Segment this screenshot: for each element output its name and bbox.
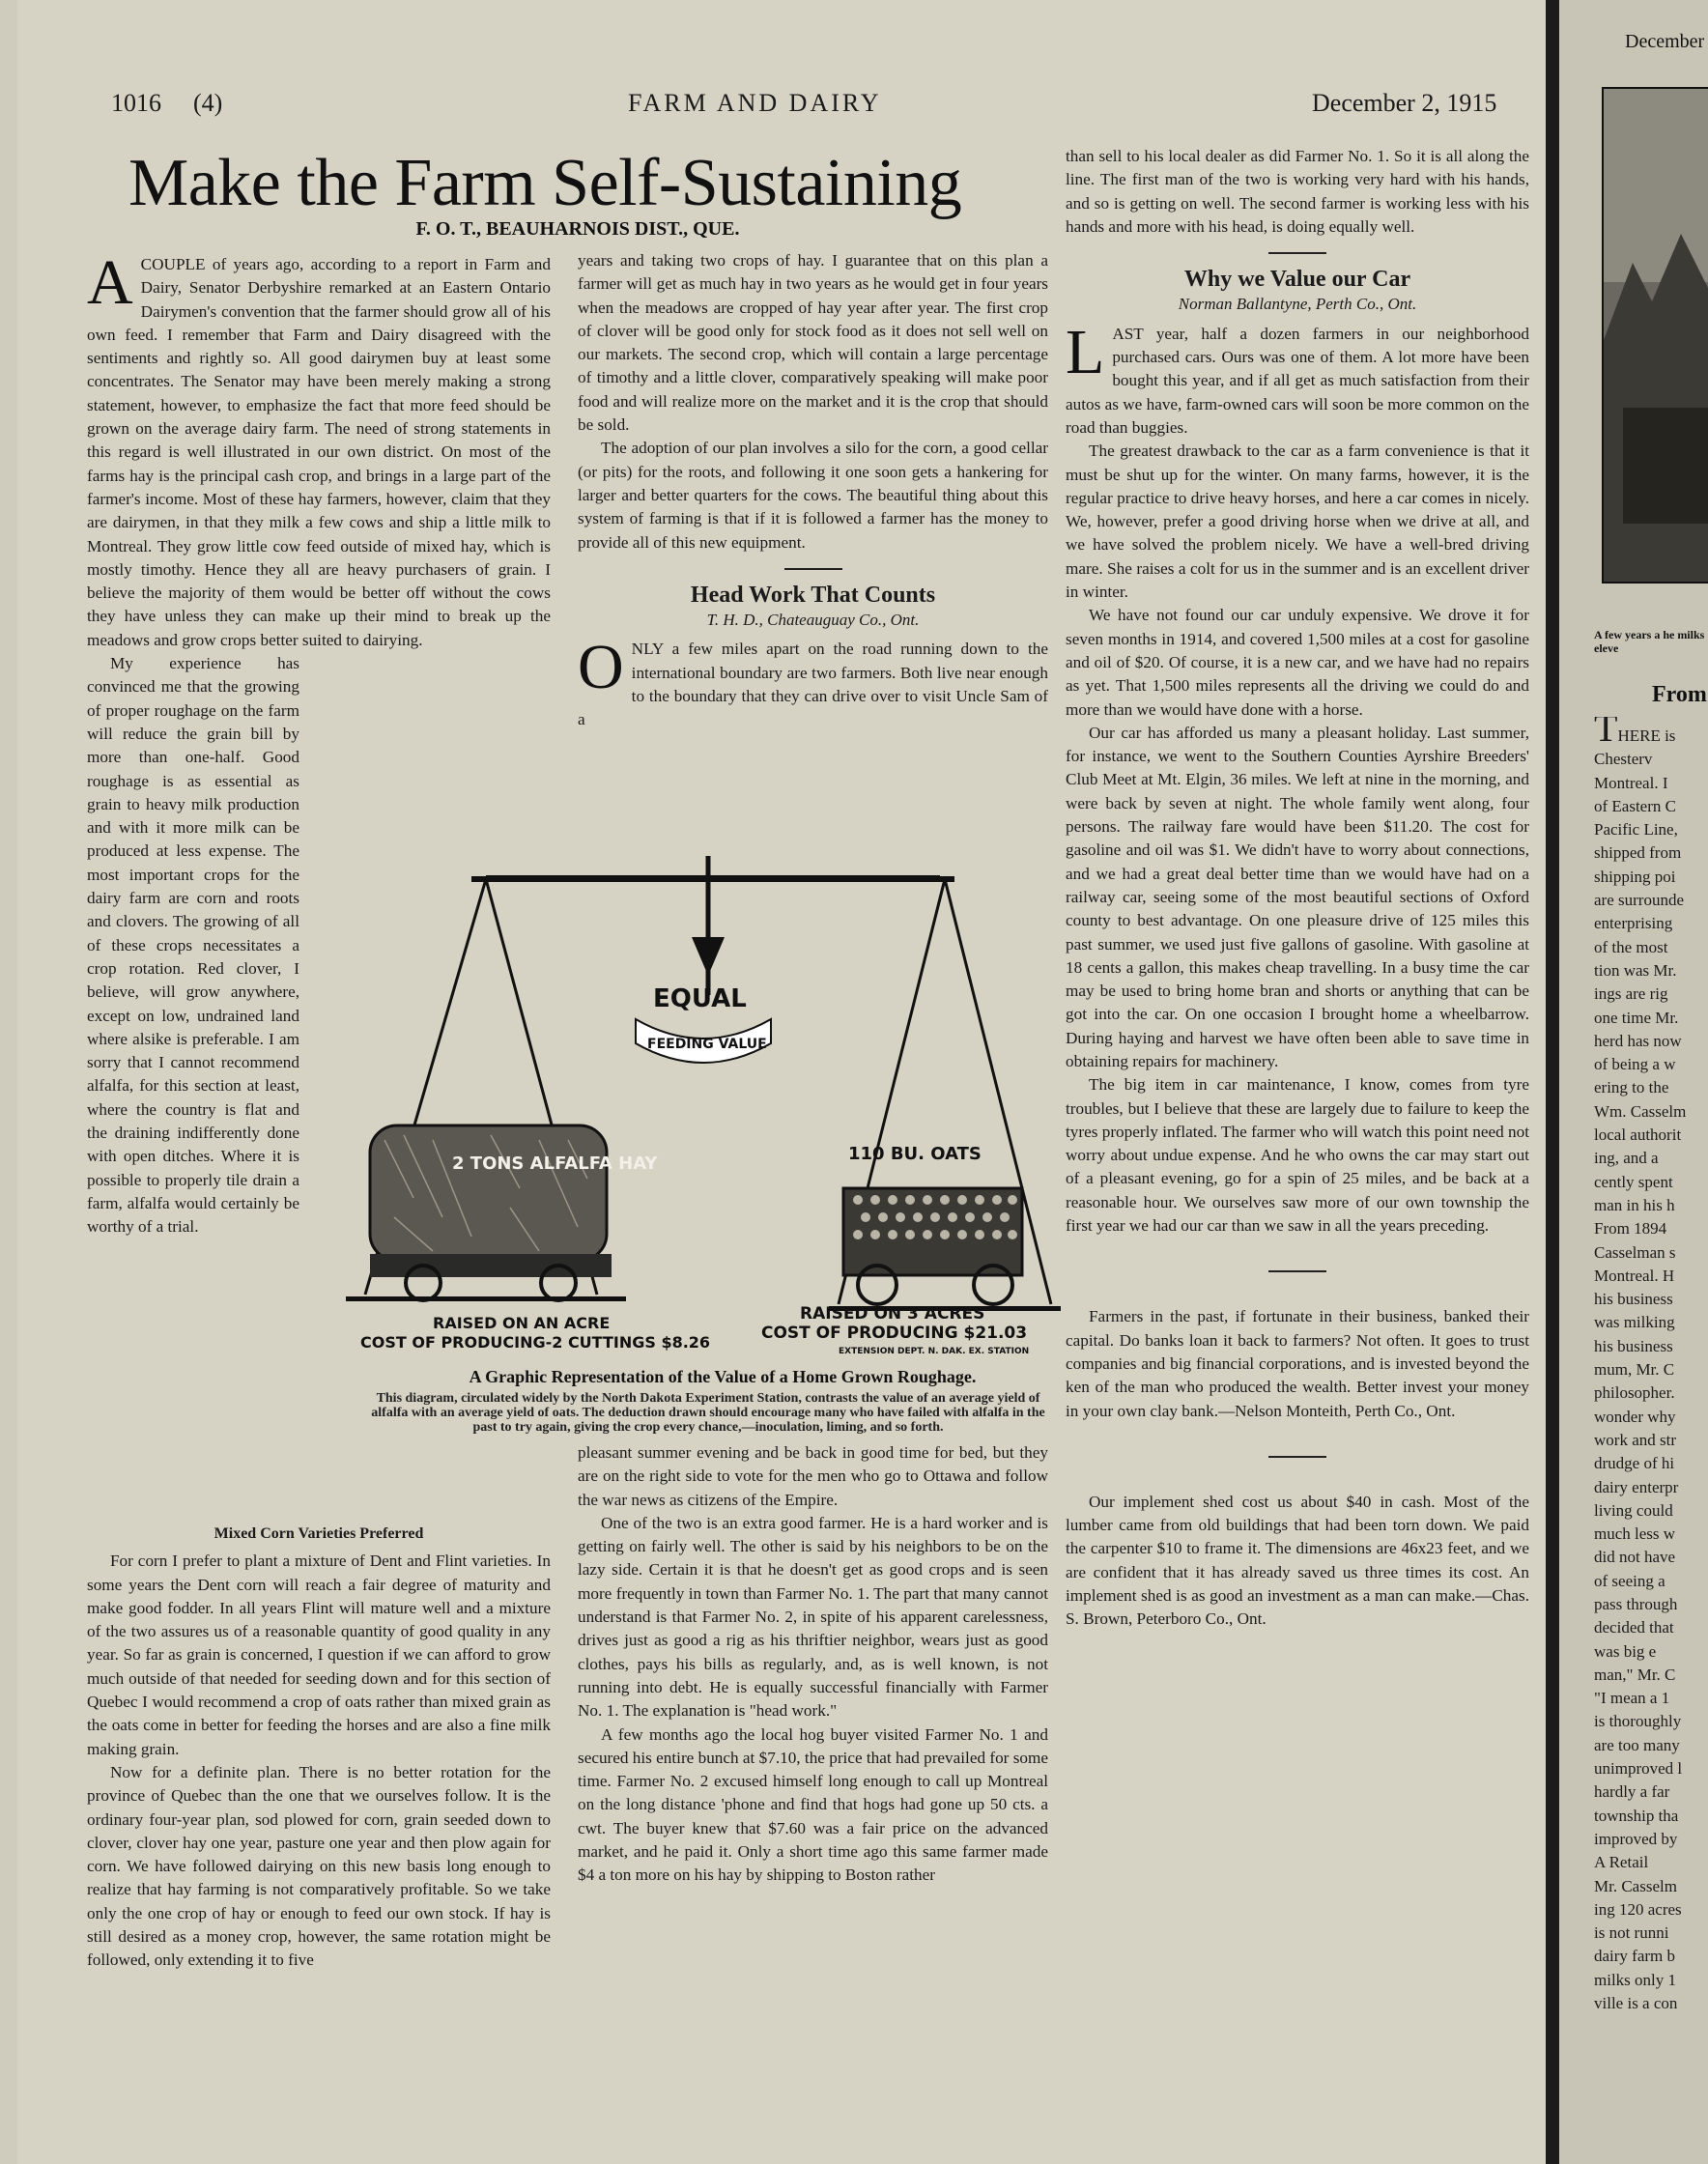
right-cost-label: COST OF PRODUCING $21.03 <box>761 1324 1028 1343</box>
adjacent-page-date: December <box>1625 31 1705 52</box>
left-cost-label: COST OF PRODUCING-2 CUTTINGS $8.26 <box>360 1333 711 1352</box>
article1-column-1-lower <box>87 1515 551 1973</box>
figure-caption-title: A Graphic Representation of the Value of a Home Grown Roughage. <box>469 1367 977 1386</box>
adjacent-text-line: wonder why <box>1594 1407 1676 1426</box>
article3-paragraph-2: The greatest drawback to the car as a farm convenience is that it must be shut up for the winter. On many farms, however, it is the regular practice to drive heavy horses, and here a car comes in nicely. We, however, prefer a good driving horse when we drive at all, and we have solved the problem nicely. We have a well-bred driving mare. She raises a colt for us in the summer and is an excellent driver in winter. <box>1066 441 1529 602</box>
adjacent-photo-caption: A few years a he milks eleve <box>1594 628 1705 655</box>
adjacent-text-line: are too many <box>1594 1735 1680 1754</box>
page-number: 1016 <box>111 89 161 117</box>
article2-paragraph-1: ONLY a few miles apart on the road running down to the international boundary are two farmers. Both live near enough to the boundary that they can drive over to visit Uncle Sam of a <box>578 632 1048 729</box>
adjacent-text-line: of being a w <box>1594 1055 1676 1074</box>
adjacent-text-line: drudge of hi <box>1594 1454 1675 1473</box>
adjacent-text-line: THERE is <box>1594 717 1708 748</box>
adjacent-text-line: ing, and a <box>1594 1149 1659 1168</box>
adjacent-text-line: shipping poi <box>1594 867 1676 886</box>
adjacent-text-line: enterprising <box>1594 914 1673 933</box>
adjacent-text-line: milks only 1 <box>1594 1970 1677 1989</box>
article-byline: F. O. T., BEAUHARNOIS DIST., QUE. <box>415 218 740 240</box>
adjacent-text-line: much less w <box>1594 1524 1676 1544</box>
adjacent-article-text <box>1594 717 1708 2015</box>
adjacent-text-line: philosopher. <box>1594 1383 1675 1403</box>
adjacent-text-line: local authorit <box>1594 1125 1682 1145</box>
adjacent-text-line: mum, Mr. C <box>1594 1360 1675 1380</box>
article3-title: Why we Value our Car <box>1183 267 1411 293</box>
divider <box>784 568 842 570</box>
subheading: Mixed Corn Varieties Preferred <box>214 1525 424 1542</box>
article2-paragraph-3: One of the two is an extra good farmer. He is a hard worker and is getting on fairly well. The other is said by his neighbors to be on the lazy side. Certain it is that he doesn't get as good crops and is seen more frequently in town than Farmer No. 1. The part that many cannot understand is that Farmer No. 2, in spite of his apparent carelessness, drives just as good a rig as his thriftier neighbor, wears just as good clothes, pays his bills as regularly, and, as is well known, is not running into debt. He is equally successful financially with Farmer No. 1. The explanation is "head work." <box>578 1513 1048 1721</box>
article2-paragraph-2: pleasant summer evening and be back in good time for bed, but they are on the right side to vote for the men who go to Ottawa and follow the war news as citizens of the Empire. <box>578 1443 1048 1509</box>
page-gutter <box>1546 0 1559 2164</box>
adjacent-text-line: his business <box>1594 1290 1673 1309</box>
adjacent-text-line: ings are rig <box>1594 984 1668 1004</box>
adjacent-page-photo <box>1602 87 1708 584</box>
article2-column-lower <box>578 1441 1048 1888</box>
publication-name: FARM AND DAIRY <box>628 89 882 117</box>
adjacent-text-line: decided that <box>1594 1618 1674 1637</box>
right-raised-label: RAISED ON 3 ACRES <box>800 1304 985 1324</box>
article3-paragraph-5: The big item in car maintenance, I know, comes from tyre troubles, but I believe that these are largely due to failure to keep the tyres properly inflated. The farmer who will watch this point need not worry about undue expense. And he who owns the car may start out of a pleasant evening, go for a spin of 25 miles, and be back at a reasonable hour. We ourselves saw more of our own township the first year we had our car than we saw in all the years preceding. <box>1066 1075 1529 1236</box>
article-title: Make the Farm Self-Sustaining <box>128 146 962 220</box>
adjacent-text-line: dairy farm b <box>1594 1947 1676 1966</box>
adjacent-text-line: Montreal. I <box>1594 773 1668 792</box>
equal-label: EQUAL <box>653 984 747 1013</box>
adjacent-text-line: ville is a con <box>1594 1994 1678 2013</box>
adjacent-text-line: township tha <box>1594 1806 1679 1825</box>
feeding-value-scale-illustration <box>346 850 1061 1367</box>
divider <box>1268 1270 1326 1272</box>
filler-banks: Farmers in the past, if fortunate in their business, banked their capital. Do banks loan it back to farmers? Not often. It goes to trust companies and big financial corporations, and is invested beyond the ken of the man who produced the wealth. Better invest your money in your own clay bank.—Nelson Monteith, Perth Co., Ont. <box>1066 1307 1529 1420</box>
adjacent-text-line: A Retail <box>1594 1853 1649 1872</box>
adjacent-text-line: living could <box>1594 1500 1673 1520</box>
adjacent-text-line: did not have <box>1594 1548 1676 1567</box>
dropcap: T <box>1594 717 1618 749</box>
article1-paragraph-5: years and taking two crops of hay. I guarantee that on this plan a farmer will get as much hay in two years as he would get in four years when the meadows are cropped of hay year after year. The first crop of clover will be good only for stock food as it does not sell well on our markets. The second crop, which will contain a large percentage of timothy and a little clover, comparatively speaking will make poor food and will realize more on the market and it is the crop that should be sold. <box>578 251 1048 435</box>
adjacent-text-line: ing 120 acres <box>1594 1899 1682 1919</box>
oats-label: 110 BU. OATS <box>848 1144 982 1164</box>
adjacent-text-line: cently spent <box>1594 1172 1673 1191</box>
adjacent-text-line: herd has now <box>1594 1031 1682 1050</box>
adjacent-text-line: of the most <box>1594 937 1668 956</box>
main-page <box>17 0 1546 2164</box>
adjacent-text-line: Montreal. H <box>1594 1266 1675 1285</box>
dropcap: A <box>87 247 133 318</box>
adjacent-text-line: man in his h <box>1594 1195 1675 1214</box>
adjacent-text-line: of Eastern C <box>1594 796 1676 815</box>
article1-paragraph-3: For corn I prefer to plant a mixture of Dent and Flint varieties. In some years the Dent corn will reach a fair degree of maturity and make good fodder. In all years Flint will mature well and a mixture of the two assures us of a reasonable quantity of good quality in any year. So far as grain is concerned, I question if we can afford to grow much outside of that needed for seeding down and for this section of Quebec I would recommend a crop of oats rather than mixed grain as the oats come in better for feeding the horses and are also a fine milk making grain. <box>87 1552 551 1758</box>
article1-column-2 <box>578 249 1048 732</box>
divider <box>1268 1456 1326 1458</box>
column-3 <box>1066 145 1529 1632</box>
dropcap: L <box>1066 316 1105 387</box>
adjacent-text-line: unimproved l <box>1594 1759 1683 1779</box>
adjacent-text-line: hardly a far <box>1594 1782 1670 1802</box>
hay-label: 2 TONS ALFALFA HAY <box>452 1153 658 1174</box>
adjacent-text-line: ering to the <box>1594 1078 1669 1097</box>
article2-paragraph-5: than sell to his local dealer as did Farmer No. 1. So it is all along the line. The first man of the two is working very hard with his hands, and so is getting on well. The second farmer is working less with his hands and more with his head, is doing equally well. <box>1066 147 1529 236</box>
adjacent-text-line: is not runni <box>1594 1923 1669 1943</box>
article2-title: Head Work That Counts <box>690 582 936 608</box>
article3-byline: Norman Ballantyne, Perth Co., Ont. <box>1178 295 1417 314</box>
adjacent-text-line: are surrounde <box>1594 891 1684 910</box>
adjacent-text-line: dairy enterpr <box>1594 1477 1679 1496</box>
adjacent-text-line: From 1894 <box>1594 1219 1667 1239</box>
adjacent-text-line: tion was Mr. <box>1594 960 1677 980</box>
figure-caption-body: This diagram, circulated widely by the North Dakota Experiment Station, contrasts the value of an average yield of alfalfa with an average yield of oats. The deduction drawn should encourage many who have failed with alfalfa in the past to try again, giving the crop every chance,—inoculation, liming, and so forth. <box>371 1391 1045 1435</box>
adjacent-text-line: shipped from <box>1594 843 1682 863</box>
article2-paragraph-4: A few months ago the local hog buyer visited Farmer No. 1 and secured his entire bunch at $7.10, the price that had prevailed for some time. Farmer No. 2 excused himself long enough to call up Montreal on the long distance 'phone and find that hogs had gone up 50 cts. a cwt. The buyer knew that $7.60 was a fair price on the advanced market, and he paid it. Only a short time ago this same farmer made $4 a ton more on his hay by shipping to Boston rather <box>578 1724 1048 1885</box>
adjacent-text-line: Pacific Line, <box>1594 820 1678 840</box>
article3-paragraph-3: We have not found our car unduly expensive. We drove it for seven months in 1914, and covered 1,500 miles at a cost for gasoline and oil of $20. Of course, it is a new car, and we have had no repairs as yet. That 1,500 miles represents all the driving we could do and more than we would have done with a horse. <box>1066 606 1529 719</box>
article1-paragraph-4: Now for a definite plan. There is no better rotation for the province of Quebec than the one that we ourselves follow. It is the ordinary four-year plan, sod plowed for corn, grain seeded down to clover, clover hay one year, pasture one year and then plow again for corn. We have followed dairying on this new basis long enough to realize that hay farming is not comparatively profitable. So we take only the one crop of hay or enough to feed our own stock. If hay is still desired as a money crop, however, the same rotation might be followed, only extending it to five <box>87 1762 551 1970</box>
adjacent-page <box>1559 0 1708 2164</box>
adjacent-text-line: Casselman s <box>1594 1242 1676 1262</box>
adjacent-article-heading: From <box>1652 682 1707 707</box>
feeding-value-label: FEEDING VALUE <box>647 1037 767 1052</box>
article2-byline: T. H. D., Chateauguay Co., Ont. <box>706 611 920 630</box>
issue-date: December 2, 1915 <box>1312 89 1497 117</box>
article3-paragraph-4: Our car has afforded us many a pleasant holiday. Last summer, for instance, we went to the Southern Counties Ayrshire Breeders' Club Meet at Mt. Elgin, 36 miles. We left at nine in the morning, and were back by seven at night. The whole family went along, four persons. The railway fare would have been $11.20. The cost for gasoline and oil was $1. We didn't have to worry about connections, and we had a great deal better time than we would have had on a railway car, seeing some of the most beautiful sections of Oxford county to best advantage. On one pleasure drive of 125 miles this past summer, we used just five gallons of gasoline. With gasoline at 18 cents a gallon, this makes cheap travelling. In a busy time the car may be used to bring home bran and shorts or anything that can be got into the car. On one occasion I brought home a wheelbarrow. During haying and harvest we have often been able to save time in obtaining repairs for machinery. <box>1066 723 1529 1070</box>
adjacent-text-line: one time Mr. <box>1594 1008 1679 1027</box>
adjacent-text-line: Wm. Casselm <box>1594 1101 1687 1121</box>
adjacent-text-line: work and str <box>1594 1430 1676 1449</box>
adjacent-text-line: was big e <box>1594 1641 1657 1661</box>
adjacent-text-line: improved by <box>1594 1829 1678 1848</box>
adjacent-text-line: man," Mr. C <box>1594 1665 1676 1684</box>
article1-paragraph-6: The adoption of our plan involves a silo for the corn, a good cellar (or pits) for the roots, and following it one soon gets a hankering for larger and better quarters for the cows. The beautiful thing about this system of farming is that if it is followed a farmer has the money to provide all of this new equipment. <box>578 439 1048 552</box>
adjacent-text-line: his business <box>1594 1336 1673 1355</box>
page-sub-number: (4) <box>193 89 223 117</box>
adjacent-text-line: Chesterv <box>1594 750 1653 769</box>
figure-credit: EXTENSION DEPT. N. DAK. EX. STATION <box>839 1347 1030 1356</box>
farm-photo <box>1604 89 1708 582</box>
article1-paragraph-1: ACOUPLE of years ago, according to a report in Farm and Dairy, Senator Derbyshire remarked at an Eastern Ontario Dairymen's convention that the farmer should grow all of his own feed. I remember that Farm and Dairy disagreed with the sentiments and rightly so. All good dairymen buy at least some concentrates. The Senator may have been merely making a strong statement, however, to emphasize the fact that more feed should be grown on the average dairy farm. The need of strong statements in this regard is well illustrated in our own district. On most of the farms hay is the principal cash crop, and brings in a large part of the farmer's income. Most of these hay farmers, however, claim that they are dairymen, in that they milk a few cows and ship a little milk to Montreal. They grow little cow feed outside of mixed hay, which is mostly timothy. Hence they all are heavy purchasers of grain. I believe the majority of them would be better off without the cows they have unless they can make up their mind to break up the meadows and grow crops better suited to dairying. <box>87 247 551 649</box>
divider <box>1268 252 1326 254</box>
article1-paragraph-2: My experience has convinced me that the growing of proper roughage on the farm will reduce the grain bill by more than one-half. Good roughage is as essential as grain to heavy milk production and with it more milk can be produced at less expense. The most important crops for the dairy farm are corn and roots and clovers. The growing of all of these crops necessitates a crop rotation. Red clover, I believe, will grow anywhere, except on low, undrained land where alsike is preferable. I am sorry that I cannot recommend alfalfa, for this section at least, where the country is flat and the draining indifferently done with open ditches. Where it is possible to properly tile drain a farm, alfalfa would certainly be worthy of a trial. <box>87 654 299 1237</box>
filler-implement-shed: Our implement shed cost us about $40 in cash. Most of the lumber came from old buildings that had been torn down. We paid the carpenter $10 to frame it. The dimensions are 46x23 feet, and we are confident that it has already saved us three times its cost. An implement shed is as good an investment as a man can make.—Chas. S. Brown, Peterboro Co., Ont. <box>1066 1492 1529 1629</box>
article3-paragraph-1: LAST year, half a dozen farmers in our neighborhood purchased cars. Ours was one of them. A lot more have been bought this year, and if all get as much satisfaction from their autos as we have, farm-owned cars will soon be more common on the road than buggies. <box>1066 316 1529 437</box>
adjacent-text-line: is thoroughly <box>1594 1712 1682 1731</box>
adjacent-text-line: pass through <box>1594 1594 1678 1613</box>
dropcap: O <box>578 632 624 703</box>
adjacent-text-line: Mr. Casselm <box>1594 1876 1677 1895</box>
adjacent-text-line: of seeing a <box>1594 1571 1665 1590</box>
adjacent-text-line: was milking <box>1594 1313 1675 1332</box>
adjacent-text-line: "I mean a 1 <box>1594 1689 1670 1708</box>
left-raised-label: RAISED ON AN ACRE <box>433 1314 611 1332</box>
